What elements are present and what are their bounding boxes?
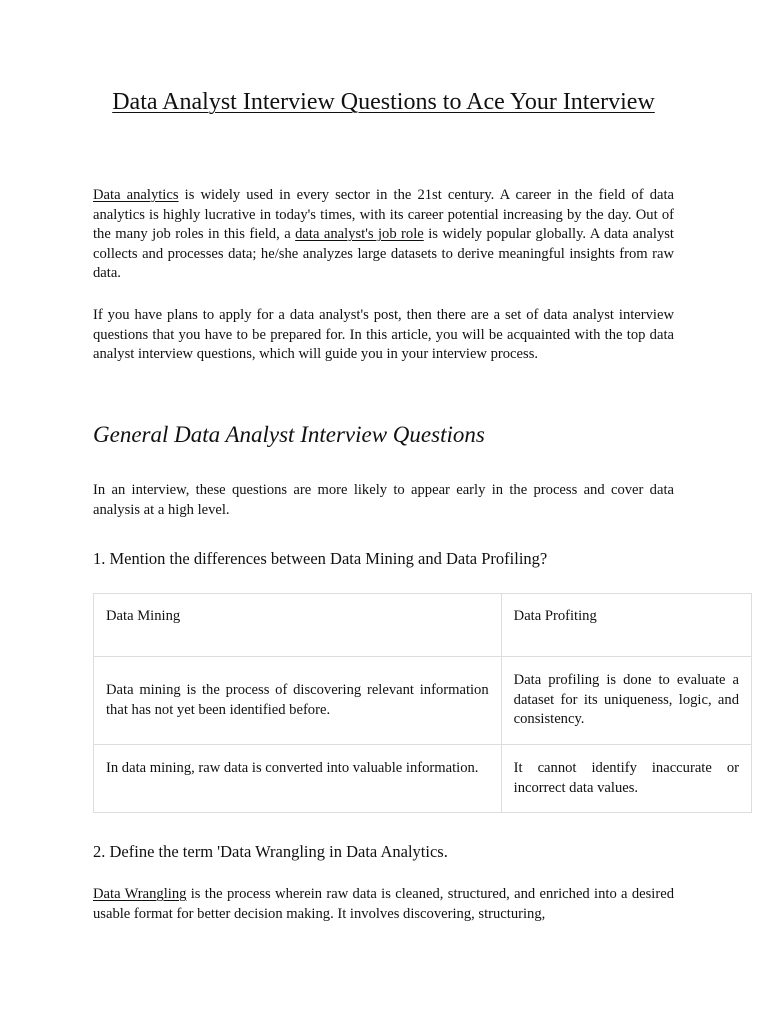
data-analytics-link[interactable]: Data analytics <box>93 187 179 203</box>
data-wrangling-link[interactable]: Data Wrangling <box>93 886 187 902</box>
table-row <box>94 745 752 813</box>
question-2: 2. Define the term 'Data Wrangling in Data Analytics. <box>93 842 448 861</box>
page-title: Data Analyst Interview Questions to Ace Your Interview <box>112 89 655 115</box>
table-header-cell: Data Mining <box>94 594 502 657</box>
section-heading: General Data Analyst Interview Questions <box>93 422 485 447</box>
question-1: 1. Mention the differences between Data Mining and Data Profiling? <box>93 549 548 568</box>
table-cell: It cannot identify inaccurate or incorrect data values. <box>501 745 751 813</box>
section-intro: In an interview, these questions are more likely to appear early in the process and cover data analysis at a high level. <box>93 482 674 518</box>
intro-paragraph-2: If you have plans to apply for a data analyst's post, then there are a set of data analyst interview questions that you have to be prepared for. In this article, you will be acquainted with the top data analyst interview questions, which will guide you in your interview process. <box>93 307 674 362</box>
data-wrangling-text: is the process wherein raw data is cleaned, structured, and enriched into a desired usable format for better decision making. It involves discovering, structuring, <box>93 886 674 922</box>
table-cell: Data profiling is done to evaluate a dataset for its uniqueness, logic, and consistency. <box>501 657 751 745</box>
table-cell: Data mining is the process of discovering relevant information that has not yet been identified before. <box>94 657 502 745</box>
comparison-table <box>93 593 752 813</box>
intro-text-2: is widely popular globally. A data analyst collects and processes data; he/she analyzes large datasets to derive meaningful insights from raw data. <box>93 226 674 281</box>
table-row <box>94 657 752 745</box>
table-header-row <box>94 594 752 657</box>
intro-paragraph <box>93 186 674 284</box>
data-wrangling-paragraph <box>93 885 674 924</box>
intro-text-1: is widely used in every sector in the 21st century. A career in the field of data analytics is highly lucrative in today's times, with its career potential increasing by the day. Out of the many job roles in this field, a <box>93 187 674 242</box>
table-cell: In data mining, raw data is converted into valuable information. <box>94 745 502 813</box>
table-header-cell: Data Profiting <box>501 594 751 657</box>
data-analyst-job-role-link[interactable]: data analyst's job role <box>295 226 424 242</box>
